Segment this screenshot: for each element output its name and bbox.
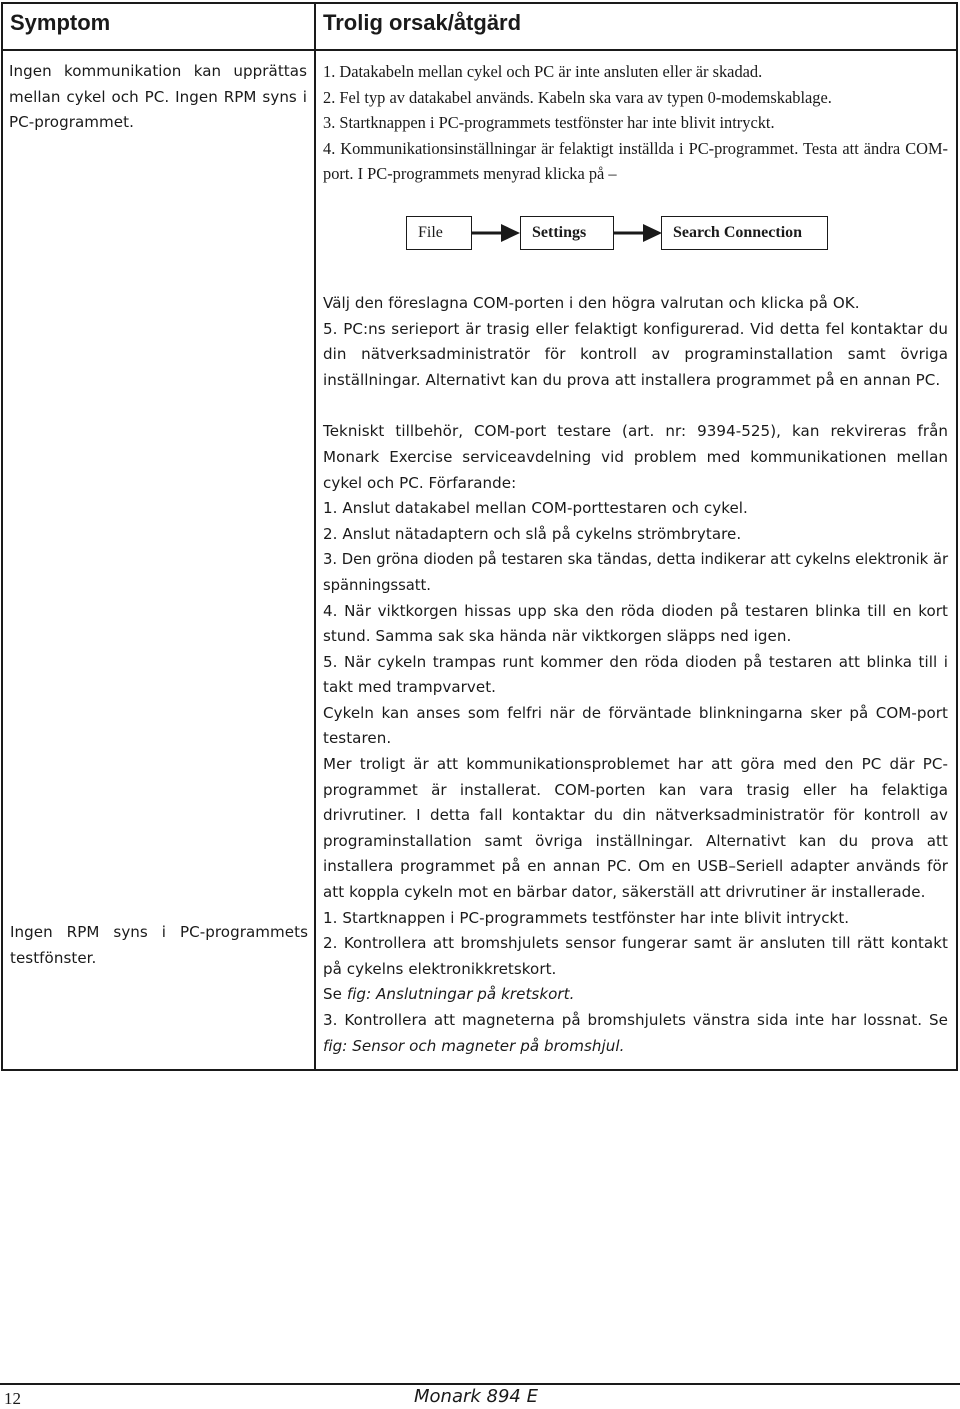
troubleshooting-table (1, 2, 958, 1071)
rpm-step-2: 2. Kontrollera att bromshjulets sensor fungerar samt är ansluten till rätt kontakt på cykelns elektronikkretskort. (323, 934, 948, 978)
tester-step-3: 3. Den gröna dioden på testaren ska tändas, detta indikerar att cykelns elektronik är spänningssatt. (323, 551, 948, 594)
cause-item-4: 4. Kommunikationsinställningar är felaktigt inställda i PC-programmet. Testa att ändra COM-port. I PC-programmets menyrad klicka på – (323, 138, 948, 184)
tester-more: Mer troligt är att kommunikationsproblemet har att göra med den PC där PC-programmet är installerat. COM-porten kan vara trasig eller ha felaktiga drivrutiner. I detta fall kontaktar du din nätverksadministratör för kontroll av programinstallation samt övriga inställningar. Alternativt kan du prova att installera programmet på en annan PC. Om en USB–Seriell adapter används för att koppla cykeln mot en bärbar dator, säkerställ att drivrutiner är installerade. (323, 755, 948, 902)
rpm-step-3 (323, 1008, 948, 1059)
table-header-row (2, 3, 957, 50)
page-number: 12 (4, 1389, 21, 1408)
symptom-cell (2, 50, 315, 1070)
cause-item-3: 3. Startknappen i PC-programmets testfönster har inte blivit intryckt. (323, 113, 775, 133)
footer-rule (0, 1383, 960, 1385)
menu-settings-box: Settings (520, 216, 614, 250)
cause-item-1: 1. Datakabeln mellan cykel och PC är inte ansluten eller är skadad. (323, 62, 763, 81)
cause-header: Trolig orsak/åtgärd (315, 3, 957, 50)
footer-title: Monark 894 E (414, 1386, 538, 1407)
symptom-header: Symptom (2, 3, 315, 50)
cause-cell (315, 50, 957, 1070)
tester-step-4: 4. När viktkorgen hissas upp ska den röda dioden på testaren blinka till en kort stund. Samma sak ska hända när viktkorgen släpps ned igen. (323, 601, 948, 646)
menu-path-diagram (323, 187, 948, 291)
arrow-right-icon (613, 222, 663, 244)
figure-reference-link: fig: Anslutningar på kretskort. (346, 985, 575, 1004)
rpm-step-2-ref-prefix: Se (323, 985, 347, 1004)
tester-step-5: 5. När cykeln trampas runt kommer den röda dioden på testaren att blinka till i takt med trampvarvet. (323, 652, 948, 697)
cause-item-2: 2. Fel typ av datakabel används. Kabeln ska vara av typen 0-modemskablage. (323, 87, 832, 107)
tester-step-1: 1. Anslut datakabel mellan COM-porttestaren och cykel. (323, 499, 748, 518)
rpm-step-2-ref (323, 982, 948, 1008)
rpm-step-1: 1. Startknappen i PC-programmets testfönster har inte blivit intryckt. (323, 908, 850, 927)
rpm-step-3-text: 3. Kontrollera att magneterna på bromshjulets vänstra sida inte har lossnat. Se (323, 1011, 948, 1029)
cause-item-5: 5. PC:ns serieport är trasig eller felaktigt konfigurerad. Vid detta fel kontaktar du din nätverksadministratör för kontroll av programinstallation samt övriga inställningar. Alternativt kan du prova att installera programmet på en annan PC. (323, 319, 948, 389)
menu-file-box: File (406, 216, 472, 250)
choose-port-text: Välj den föreslagna COM-porten i den högra valrutan och klicka på OK. (323, 293, 860, 312)
symptom-no-rpm: Ingen RPM syns i PC-programmets testfönster. (10, 923, 308, 967)
figure-reference-link: fig: Sensor och magneter på bromshjul. (323, 1036, 625, 1055)
menu-search-connection-box: Search Connection (661, 216, 828, 250)
tester-step-2: 2. Anslut nätadaptern och slå på cykelns strömbrytare. (323, 524, 742, 543)
arrow-right-icon (471, 222, 521, 244)
table-row (2, 50, 957, 1070)
symptom-communication: Ingen kommunikation kan upprättas mellan cykel och PC. Ingen RPM syns i PC-programmet. (9, 62, 307, 132)
tester-intro: Tekniskt tillbehör, COM-port testare (art. nr: 9394-525), kan rekvireras från Monark Exercise serviceavdelning vid problem med kommunikationen mellan cykel och PC. Förfarande: (323, 422, 948, 492)
tester-result: Cykeln kan anses som felfri när de förväntade blinkningarna sker på COM-port testaren. (323, 703, 948, 748)
